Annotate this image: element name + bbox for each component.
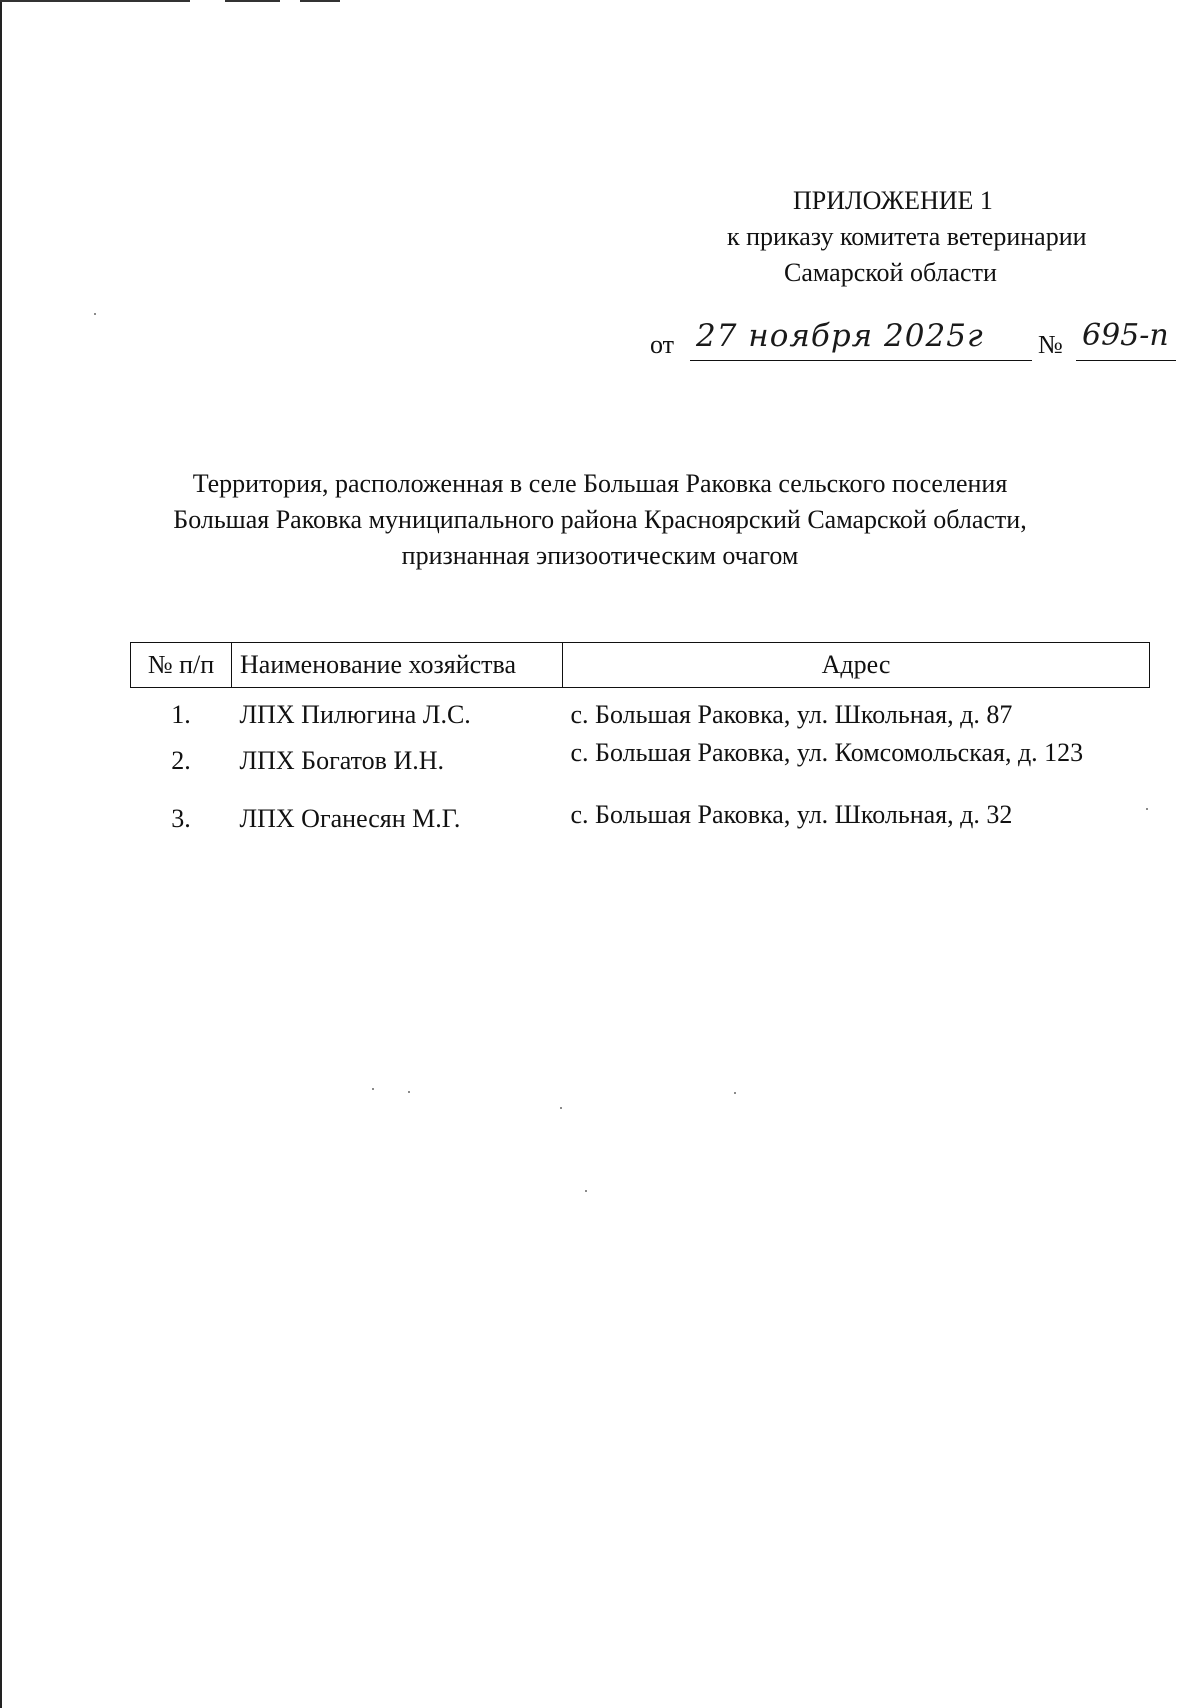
handwritten-number: 695-п xyxy=(1082,318,1169,353)
row-num: 1. xyxy=(171,700,191,729)
heading-line-2: Большая Раковка муниципального района Красноярский Самарской области, xyxy=(173,505,1027,534)
appendix-order-ref: к приказу комитета ветеринарии xyxy=(727,222,1087,251)
date-from-label: от xyxy=(650,330,675,359)
farms-table xyxy=(130,642,1150,854)
scan-dot xyxy=(734,1092,736,1094)
date-underline xyxy=(690,360,1032,361)
appendix-title: ПРИЛОЖЕНИЕ 1 xyxy=(793,186,993,215)
scan-dot xyxy=(94,313,96,315)
number-sign: № xyxy=(1038,330,1063,359)
table-row xyxy=(131,796,1150,854)
scan-dot xyxy=(585,1190,587,1192)
scan-dot xyxy=(372,1088,374,1090)
scan-edge-left xyxy=(0,0,2,1708)
scan-dot xyxy=(408,1091,410,1093)
table-header-row xyxy=(131,643,1150,688)
appendix-region: Самарской области xyxy=(784,258,997,287)
heading-line-1: Территория, расположенная в селе Большая Раковка сельского поселения xyxy=(192,469,1008,498)
row-address: с. Большая Раковка, ул. Школьная, д. 32 xyxy=(570,800,1013,829)
scan-edge-top xyxy=(300,0,340,2)
document-heading xyxy=(100,466,1100,574)
row-num: 3. xyxy=(171,804,191,833)
row-address: с. Большая Раковка, ул. Школьная, д. 87 xyxy=(570,700,1013,729)
scan-dot xyxy=(560,1107,562,1109)
number-underline xyxy=(1076,360,1176,361)
row-address: с. Большая Раковка, ул. Комсомольская, д. 123 xyxy=(570,738,1084,767)
order-date-line xyxy=(650,318,1169,368)
header-name: Наименование хозяйства xyxy=(232,643,563,688)
row-num: 2. xyxy=(171,746,191,775)
table-row xyxy=(131,738,1150,796)
row-name: ЛПХ Пилюгина Л.С. xyxy=(239,700,471,729)
table-row xyxy=(131,688,1150,739)
row-name: ЛПХ Богатов И.Н. xyxy=(239,746,444,775)
handwritten-date: 27 ноября 2025г xyxy=(696,318,984,354)
heading-line-3: признанная эпизоотическим очагом xyxy=(401,541,799,570)
scan-edge-top xyxy=(0,0,190,2)
scan-edge-top xyxy=(225,0,280,2)
row-name: ЛПХ Оганесян М.Г. xyxy=(239,804,461,833)
header-num: № п/п xyxy=(131,643,232,688)
header-address: Адрес xyxy=(563,643,1150,688)
